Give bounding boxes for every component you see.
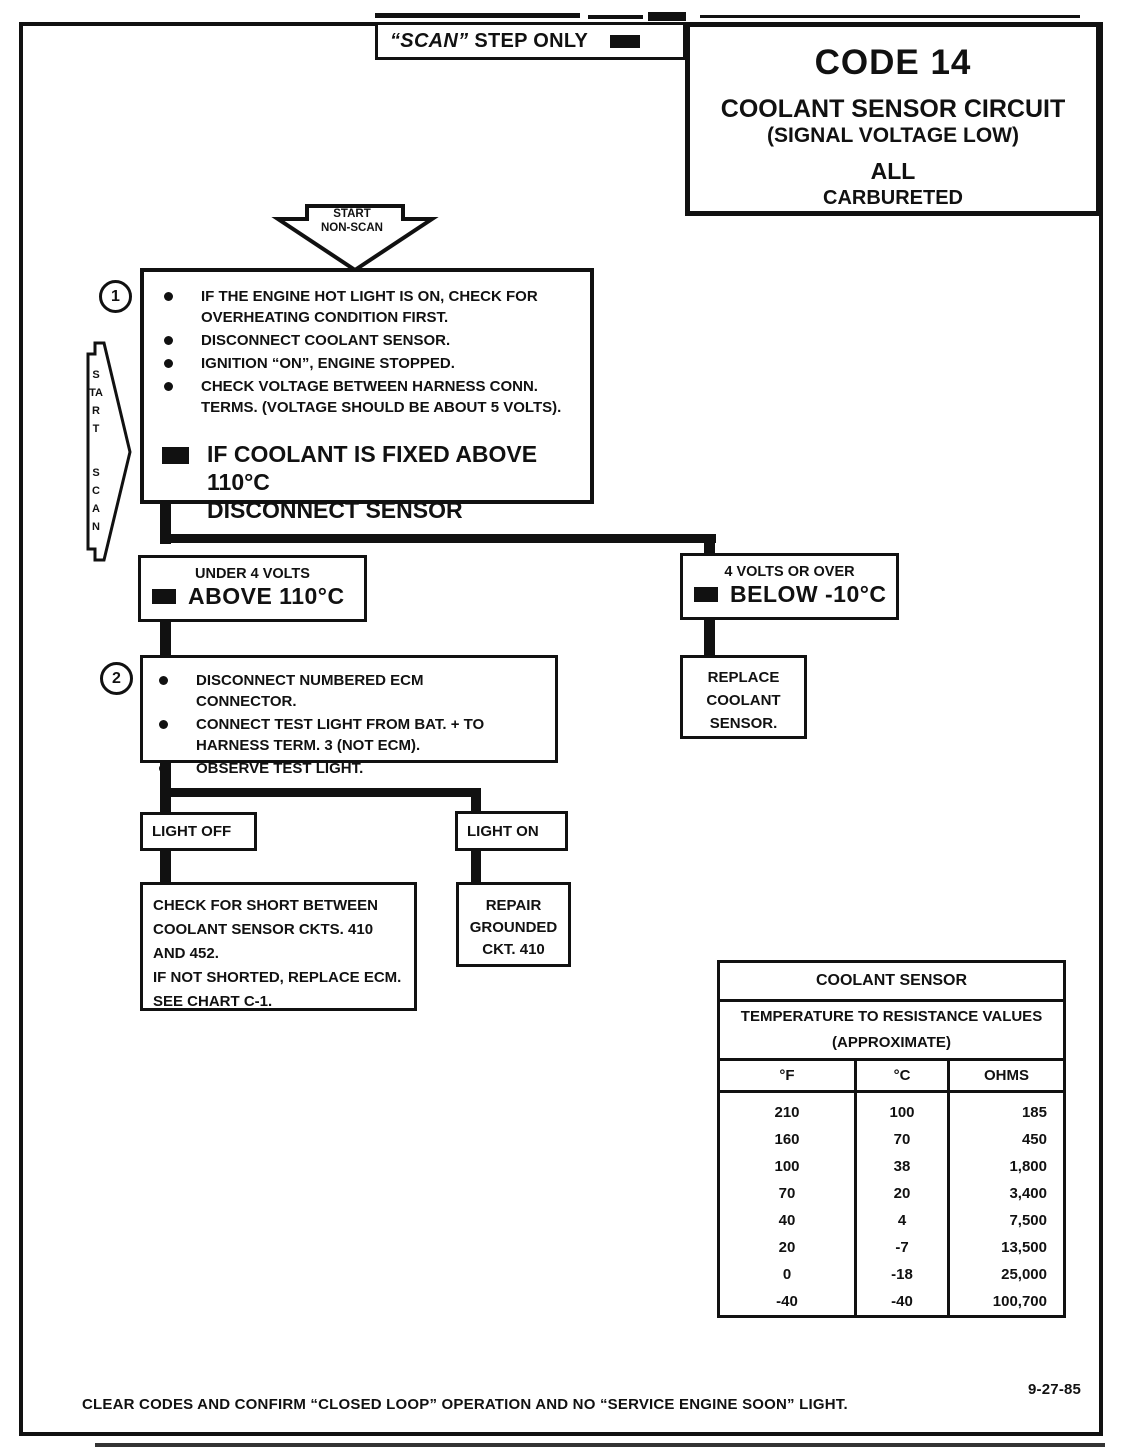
footer-note: CLEAR CODES AND CONFIRM “CLOSED LOOP” OPERATION AND NO “SERVICE ENGINE SOON” LIGHT. [82,1396,848,1413]
step2-bullet: OBSERVE TEST LIGHT. [153,758,547,779]
step1-bullet: CHECK VOLTAGE BETWEEN HARNESS CONN. TERMS. (VOLTAGE SHOULD BE ABOUT 5 VOLTS). [158,376,580,418]
bullet-icon [164,336,173,345]
step1-bullet: IF THE ENGINE HOT LIGHT IS ON, CHECK FOR OVERHEATING CONDITION FIRST. [158,286,580,328]
branch-4-volts-or-over: 4 VOLTS OR OVER BELOW -10°C [680,553,899,620]
bullet-icon [159,676,168,685]
table-row: -40 -40 100,700 [719,1288,1065,1317]
scan-artifact [375,13,580,18]
table-row: 70 20 3,400 [719,1180,1065,1207]
col-header-c: °C [856,1060,949,1092]
scan-step-label-italic: “SCAN” [390,29,469,52]
col-header-f: °F [719,1060,856,1092]
coolant-sensor-table [717,960,1066,1318]
repair-grounded-box: REPAIR GROUNDED CKT. 410 [456,882,571,967]
solid-square-icon [610,35,640,48]
step1-bullet: DISCONNECT COOLANT SENSOR. [158,330,580,351]
table-title: COOLANT SENSOR [719,962,1065,1001]
connector-line [160,621,171,656]
light-off-box: LIGHT OFF [140,812,257,851]
step1-highlight: IF COOLANT IS FIXED ABOVE 110°C DISCONNECT SENSOR [158,440,580,524]
connector-line [704,619,715,656]
table-subtitle-row [719,1001,1065,1060]
bullet-icon [164,359,173,368]
table-subtitle: TEMPERATURE TO RESISTANCE VALUES [740,1008,1043,1025]
table-row: 160 70 450 [719,1126,1065,1153]
title-condition: (SIGNAL VOLTAGE LOW) [767,124,1019,147]
step2-bullet: CONNECT TEST LIGHT FROM BAT. + TO HARNESS TERM. 3 (NOT ECM). [153,714,547,756]
table-row: 20 -7 13,500 [719,1234,1065,1261]
scan-artifact [95,1443,1105,1447]
title-subject: COOLANT SENSOR CIRCUIT [720,95,1066,123]
solid-square-icon [152,589,176,604]
scan-artifact [648,12,686,21]
step-2-box [140,655,558,777]
revision-date: 9-27-85 [1028,1381,1082,1398]
table-row: 0 -18 25,000 [719,1261,1065,1288]
solid-square-icon [694,587,718,602]
scan-artifact [588,15,643,19]
table-header-row [719,1060,1065,1092]
start-scan-word-start: START [89,369,103,435]
page-title: CODE 14 [814,43,972,82]
scan-artifact [700,15,1080,18]
bullet-icon [164,382,173,391]
table-row: 210 100 185 [719,1092,1065,1127]
table-row: 40 4 7,500 [719,1207,1065,1234]
step2-bullet: DISCONNECT NUMBERED ECM CONNECTOR. [153,670,547,712]
branch-under-4-volts: UNDER 4 VOLTS ABOVE 110°C [138,555,367,622]
step1-bullet: IGNITION “ON”, ENGINE STOPPED. [158,353,580,374]
connector-line [471,850,481,883]
start-scan-word-scan: SCAN [92,467,100,533]
step-1-badge: 1 [99,280,132,313]
col-header-ohms: OHMS [949,1060,1065,1092]
replace-coolant-sensor-box: REPLACE COOLANT SENSOR. [680,655,807,739]
solid-square-icon [162,447,189,464]
connector-line [160,788,481,797]
step-2-badge: 2 [100,662,133,695]
scan-step-label: STEP ONLY [474,29,589,52]
connector-line [160,850,171,883]
title-scope: ALL [870,158,916,184]
scan-step-only-banner [375,22,686,60]
connector-line [160,534,716,543]
bullet-icon [159,720,168,729]
light-on-box: LIGHT ON [455,811,568,851]
title-block [685,22,1101,216]
start-nonscan-label: START NON-SCAN [321,208,383,234]
table-subtitle2: (APPROXIMATE) [832,1034,951,1051]
check-short-box: CHECK FOR SHORT BETWEEN COOLANT SENSOR CKTS. 410 AND 452. IF NOT SHORTED, REPLACE ECM. SEE CHART C-1. [140,882,417,1011]
table-row: 100 38 1,800 [719,1153,1065,1180]
bullet-icon [164,292,173,301]
table-title-row [719,962,1065,1001]
step-1-box [140,268,594,523]
title-engine-type: CARBURETED [823,187,963,209]
